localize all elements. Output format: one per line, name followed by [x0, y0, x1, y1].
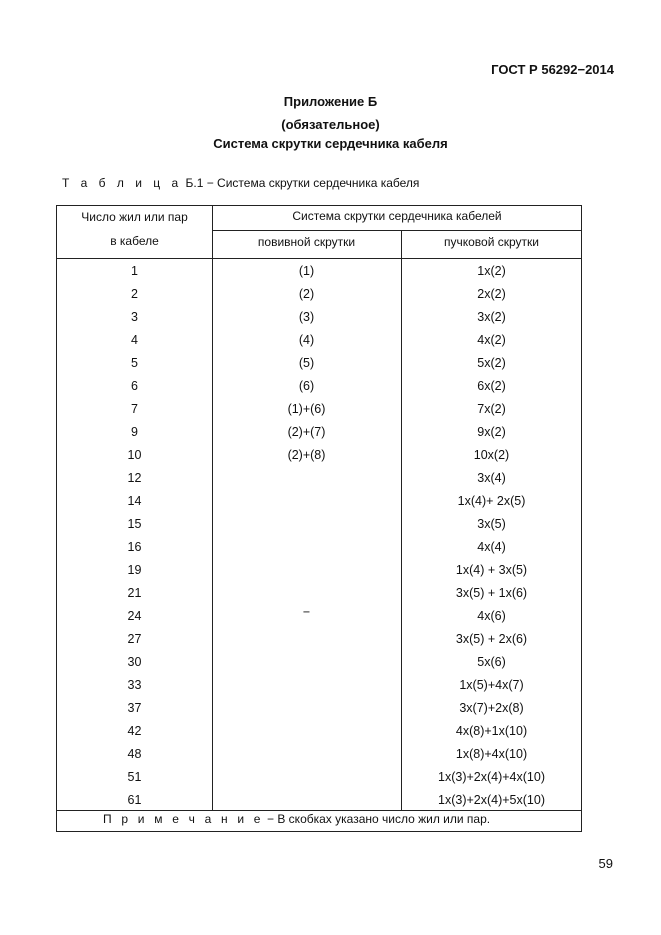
header-bottom-divider: [57, 258, 582, 259]
count-cell: 27: [127, 632, 142, 646]
bundle-cell: 3x(2): [477, 310, 506, 324]
count-cell: 30: [127, 655, 142, 669]
note-prefix: П р и м е ч а н и е: [103, 812, 264, 826]
count-cell: 16: [127, 540, 142, 554]
table-note: [103, 812, 490, 826]
count-cell: 1: [131, 264, 138, 278]
table-caption-text: Б.1 − Система скрутки сердечника кабеля: [185, 176, 420, 190]
column-bundle: [401, 260, 582, 812]
appendix-status: (обязательное): [281, 117, 380, 132]
count-cell: 10: [127, 448, 142, 462]
count-cell: 5: [131, 356, 138, 370]
layer-dash: −: [302, 605, 311, 619]
bundle-cell: 3x(5): [477, 517, 506, 531]
bundle-cell: 4x(6): [477, 609, 506, 623]
header-group: Система скрутки сердечника кабелей: [292, 209, 502, 223]
appendix-name: Система скрутки сердечника кабеля: [213, 136, 448, 151]
layer-cell: (4): [298, 333, 315, 347]
bundle-cell: 1x(3)+2x(4)+4x(10): [438, 770, 545, 784]
page-number: 59: [598, 856, 613, 871]
column-layer: [212, 260, 401, 467]
column-count: [57, 260, 212, 812]
bundle-cell: 4x(4): [477, 540, 506, 554]
header-group-divider: [212, 230, 582, 231]
bundle-cell: 10x(2): [473, 448, 510, 462]
header-count-line1: Число жил или пар: [81, 210, 188, 224]
bundle-cell: 1x(4)+ 2x(5): [457, 494, 526, 508]
layer-cell: (2)+(7): [287, 425, 326, 439]
bundle-cell: 3x(5) + 2x(6): [455, 632, 528, 646]
bundle-cell: 3x(7)+2x(8): [459, 701, 524, 715]
note-text: − В скобках указано число жил или пар.: [263, 812, 491, 826]
header-layer: повивной скрутки: [257, 235, 356, 249]
bundle-cell: 1x(8)+4x(10): [455, 747, 528, 761]
count-cell: 14: [127, 494, 142, 508]
bundle-cell: 6x(2): [477, 379, 506, 393]
bundle-cell: 5x(6): [477, 655, 506, 669]
bundle-cell: 1x(4) + 3x(5): [455, 563, 528, 577]
layer-cell: (1)+(6): [287, 402, 326, 416]
header-count-line2: в кабеле: [110, 234, 159, 248]
table-caption: [62, 176, 419, 190]
count-cell: 24: [127, 609, 142, 623]
cable-twist-table: [56, 205, 582, 832]
bundle-cell: 1x(5)+4x(7): [459, 678, 524, 692]
count-cell: 42: [127, 724, 142, 738]
count-cell: 48: [127, 747, 142, 761]
count-cell: 51: [127, 770, 142, 784]
layer-cell: (2)+(8): [287, 448, 326, 462]
bundle-cell: 1x(3)+2x(4)+5x(10): [438, 793, 545, 807]
layer-cell: (3): [298, 310, 315, 324]
layer-cell: (2): [298, 287, 315, 301]
count-cell: 33: [127, 678, 142, 692]
count-cell: 37: [127, 701, 142, 715]
bundle-cell: 7x(2): [477, 402, 506, 416]
table-caption-prefix: Т а б л и ц а: [62, 176, 183, 190]
bundle-cell: 9x(2): [477, 425, 506, 439]
count-cell: 7: [131, 402, 138, 416]
layer-cell: (6): [298, 379, 315, 393]
layer-cell: (5): [298, 356, 315, 370]
count-cell: 2: [131, 287, 138, 301]
count-cell: 9: [131, 425, 138, 439]
bundle-cell: 3x(4): [477, 471, 506, 485]
header-bundle: пучковой скрутки: [444, 235, 539, 249]
count-cell: 15: [127, 517, 142, 531]
count-cell: 61: [127, 793, 142, 807]
bundle-cell: 2x(2): [477, 287, 506, 301]
count-cell: 12: [127, 471, 142, 485]
count-cell: 3: [131, 310, 138, 324]
appendix-title: Приложение Б: [283, 94, 378, 109]
bundle-cell: 1x(2): [477, 264, 506, 278]
bundle-cell: 3x(5) + 1x(6): [455, 586, 528, 600]
bundle-cell: 4x(8)+1x(10): [455, 724, 528, 738]
standard-number: ГОСТ Р 56292−2014: [491, 62, 614, 77]
count-cell: 6: [131, 379, 138, 393]
count-cell: 4: [131, 333, 138, 347]
layer-cell: (1): [298, 264, 315, 278]
bundle-cell: 5x(2): [477, 356, 506, 370]
bundle-cell: 4x(2): [477, 333, 506, 347]
count-cell: 21: [127, 586, 142, 600]
count-cell: 19: [127, 563, 142, 577]
